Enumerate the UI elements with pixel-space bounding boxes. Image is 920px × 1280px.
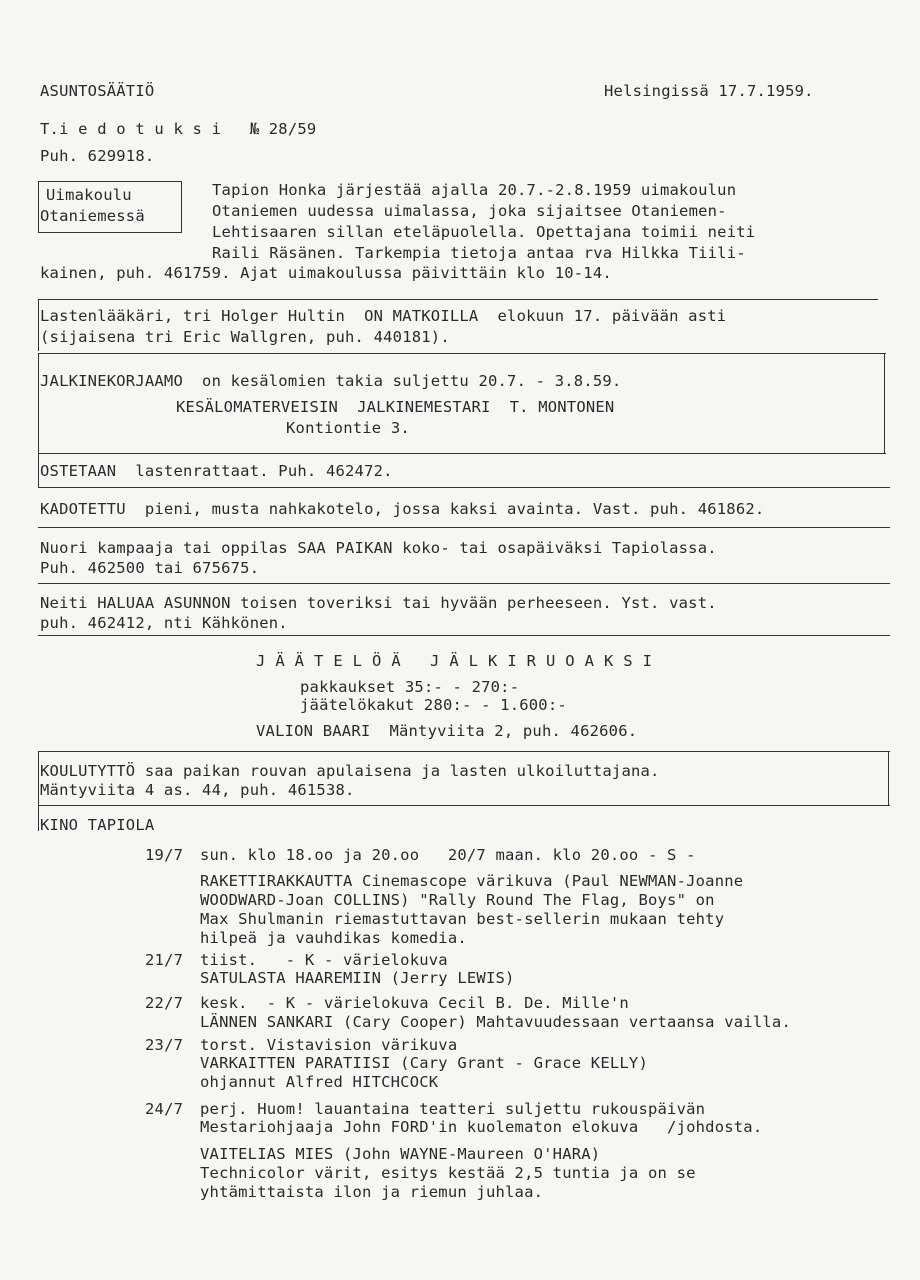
show-date: 23/7 xyxy=(145,1036,184,1054)
shoe-repair-line1: JALKINEKORJAAMO on kesälomien takia suljettu 20.7. - 3.8.59. xyxy=(40,372,622,390)
ice-cream-price-line1: pakkaukset 35:- - 270:- xyxy=(300,678,520,696)
divider xyxy=(38,299,39,351)
divider xyxy=(38,353,39,453)
show-line: yhtämittaista ilon ja riemun juhlaa. xyxy=(200,1183,544,1201)
housing-wanted-line2: puh. 462412, nti Kähkönen. xyxy=(40,614,288,632)
office-phone: Puh. 629918. xyxy=(40,147,155,165)
divider xyxy=(38,299,878,300)
place-and-date: Helsingissä 17.7.1959. xyxy=(604,82,814,100)
shoe-repair-line2: KESÄLOMATERVEISIN JALKINEMESTARI T. MONTONEN xyxy=(176,398,615,416)
doctor-notice-line2: (sijaisena tri Eric Wallgren, puh. 440181). xyxy=(40,328,450,346)
show-line: kesk. - K - värielokuva Cecil B. De. Mille'n xyxy=(200,994,629,1012)
divider xyxy=(38,635,890,636)
swim-school-text-line4: Raili Räsänen. Tarkempia tietoja antaa rva Hilkka Tiili- xyxy=(212,244,746,262)
swim-school-text-line5: kainen, puh. 461759. Ajat uimakoulussa päivittäin klo 10-14. xyxy=(40,264,612,282)
job-offer-line1: Nuori kampaaja tai oppilas SAA PAIKAN koko- tai osapäiväksi Tapiolassa. xyxy=(40,539,717,557)
show-line: hilpeä ja vauhdikas komedia. xyxy=(200,929,467,947)
show-line: ohjannut Alfred HITCHCOCK xyxy=(200,1073,439,1091)
show-date: 22/7 xyxy=(145,994,184,1012)
schoolgirl-notice-line2: Mäntyviita 4 as. 44, puh. 461538. xyxy=(40,781,355,799)
swim-school-text-line1: Tapion Honka järjestää ajalla 20.7.-2.8.1959 uimakoulun xyxy=(212,181,737,199)
show-line: VAITELIAS MIES (John WAYNE-Maureen O'HARA) xyxy=(200,1145,601,1163)
divider xyxy=(38,805,39,831)
doctor-notice-line1: Lastenlääkäri, tri Holger Hultin ON MATKOILLA elokuun 17. päivään asti xyxy=(40,307,727,325)
show-line: tiist. - K - värielokuva xyxy=(200,951,448,969)
divider xyxy=(38,583,890,584)
divider xyxy=(884,353,885,453)
show-line: WOODWARD-Joan COLLINS) "Rally Round The Flag, Boys" on xyxy=(200,891,715,909)
bulletin-number: T.i e d o t u k s i № 28/59 xyxy=(40,120,317,138)
show-line: Technicolor värit, esitys kestää 2,5 tuntia ja on se xyxy=(200,1164,696,1182)
show-line: Max Shulmanin riemastuttavan best-sellerin mukaan tehty xyxy=(200,910,725,928)
shoe-repair-address: Kontiontie 3. xyxy=(286,419,410,437)
show-line: perj. Huom! lauantaina teatteri suljettu rukouspäivän xyxy=(200,1100,706,1118)
housing-wanted-line1: Neiti HALUAA ASUNNON toisen toveriksi tai hyvään perheeseen. Yst. vast. xyxy=(40,594,717,612)
job-offer-line2: Puh. 462500 tai 675675. xyxy=(40,559,260,577)
ice-cream-title: JÄÄTELÖÄ JÄLKIRUOAKSI xyxy=(256,652,662,670)
show-line: sun. klo 18.oo ja 20.oo 20/7 maan. klo 20.oo - S - xyxy=(200,846,696,864)
divider xyxy=(38,527,890,528)
show-line: RAKETTIRAKKAUTTA Cinemascope värikuva (Paul NEWMAN-Joanne xyxy=(200,872,744,890)
divider xyxy=(38,453,39,487)
lost-item-notice: KADOTETTU pieni, musta nahkakotelo, jossa kaksi avainta. Vast. puh. 461862. xyxy=(40,500,765,518)
divider xyxy=(38,453,886,454)
show-line: VARKAITTEN PARATIISI (Cary Grant - Grace KELLY) xyxy=(200,1054,648,1072)
wanted-to-buy-notice: OSTETAAN lastenrattaat. Puh. 462472. xyxy=(40,462,393,480)
divider xyxy=(888,751,889,805)
show-date: 19/7 xyxy=(145,846,184,864)
show-date: 21/7 xyxy=(145,951,184,969)
show-line: Mestariohjaaja John FORD'in kuolematon elokuva /johdosta. xyxy=(200,1118,763,1136)
ice-cream-vendor: VALION BAARI Mäntyviita 2, puh. 462606. xyxy=(256,722,638,740)
swim-school-text-line2: Otaniemen uudessa uimalassa, joka sijaitsee Otaniemen- xyxy=(212,202,727,220)
swim-school-heading-line2: Otaniemessä xyxy=(40,207,145,225)
divider xyxy=(38,751,39,805)
divider xyxy=(38,487,890,488)
show-line: SATULASTA HAAREMIIN (Jerry LEWIS) xyxy=(200,969,515,987)
divider xyxy=(38,805,890,806)
show-line: LÄNNEN SANKARI (Cary Cooper) Mahtavuudessaan vertaansa vailla. xyxy=(200,1013,791,1031)
cinema-title: KINO TAPIOLA xyxy=(40,816,155,834)
organization-name: ASUNTOSÄÄTIÖ xyxy=(40,82,155,100)
show-date: 24/7 xyxy=(145,1100,184,1118)
ice-cream-price-line2: jäätelökakut 280:- - 1.600:- xyxy=(300,696,567,714)
show-line: torst. Vistavision värikuva xyxy=(200,1036,458,1054)
divider xyxy=(38,353,886,354)
swim-school-text-line3: Lehtisaaren sillan eteläpuolella. Opettajana toimii neiti xyxy=(212,223,756,241)
swim-school-heading-line1: Uimakoulu xyxy=(46,186,132,204)
schoolgirl-notice-line1: KOULUTYTTÖ saa paikan rouvan apulaisena ja lasten ulkoiluttajana. xyxy=(40,762,660,780)
divider xyxy=(38,751,890,752)
